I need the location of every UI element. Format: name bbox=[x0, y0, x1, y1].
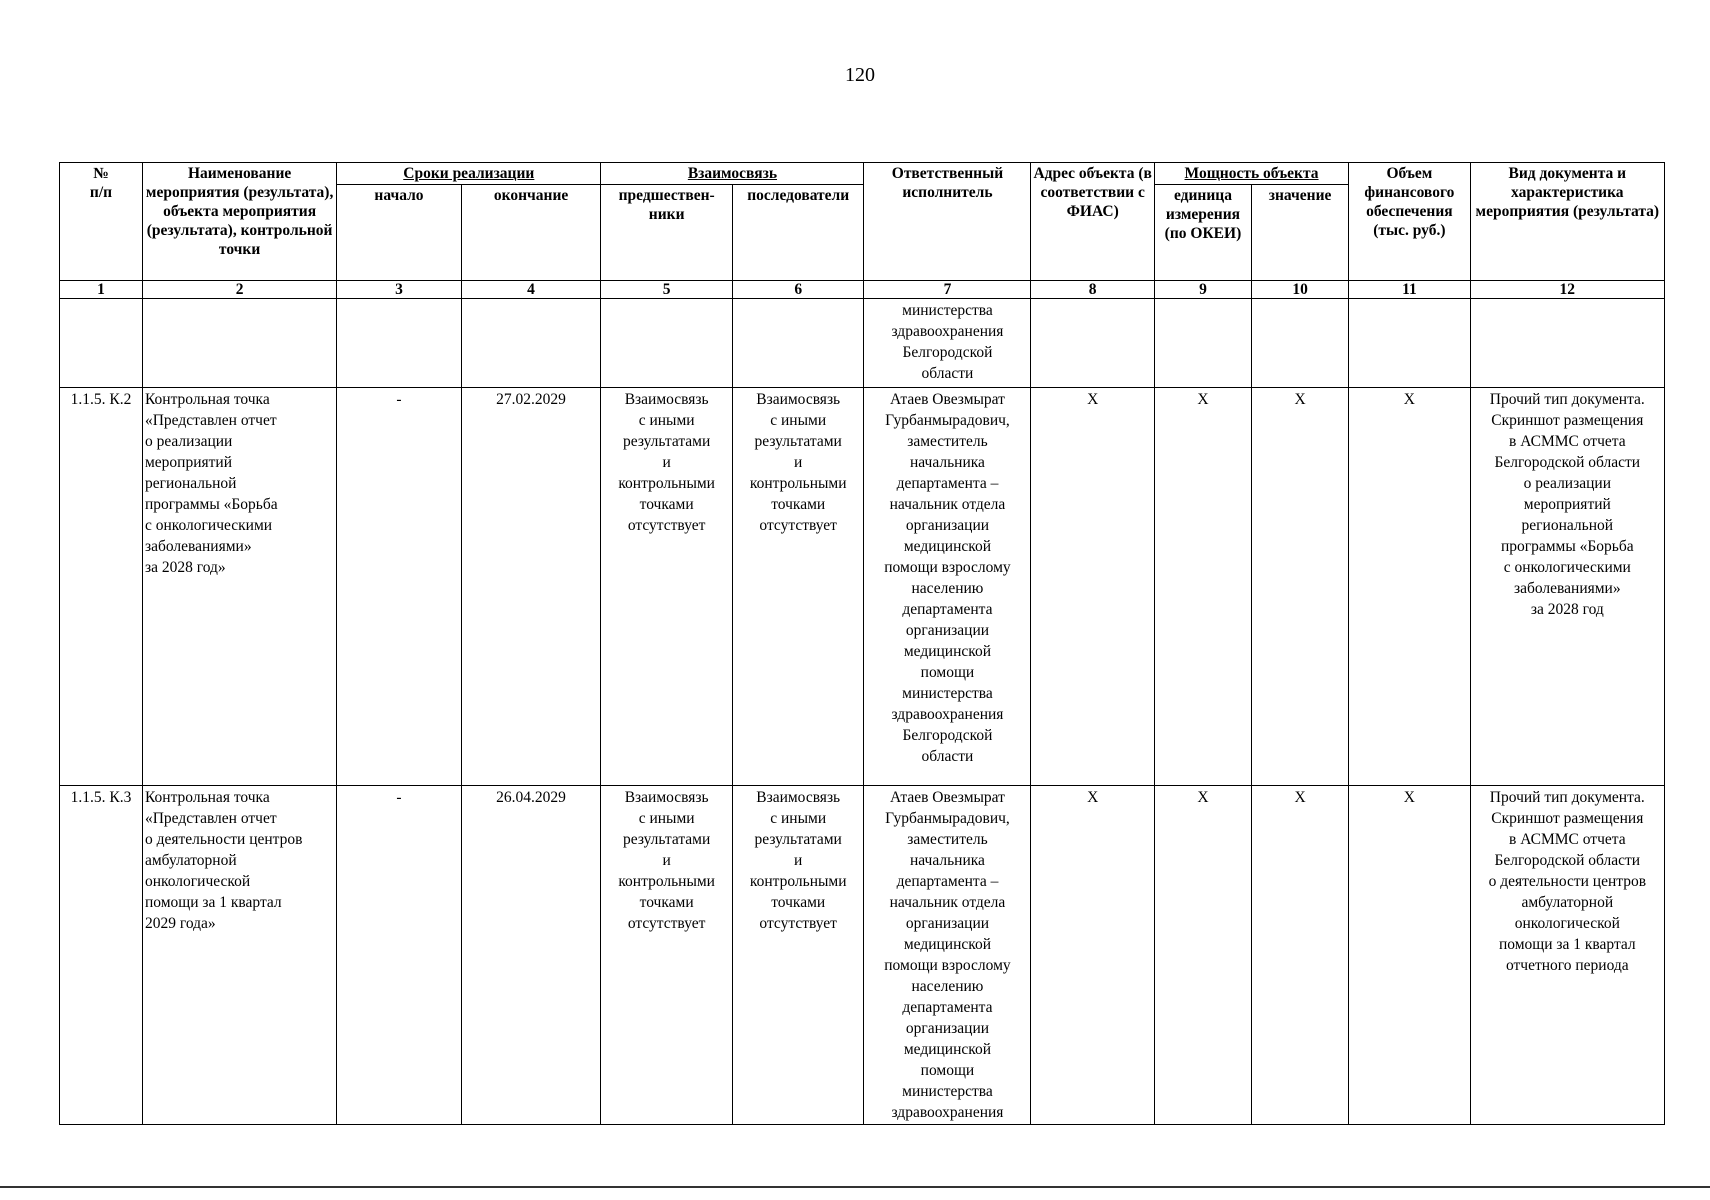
cell-doc: Прочий тип документа. Скриншот размещения в АСММС отчета Белгородской области о реализации мероприятий региональной программы «Борьба с онкологическими заболеваниями» за 2028 год bbox=[1470, 388, 1664, 786]
plan-table bbox=[59, 162, 1665, 1125]
cell-doc: Прочий тип документа. Скриншот размещения в АСММС отчета Белгородской области о деятельности центров амбулаторной онкологической помощи за 1 квартал отчетного периода bbox=[1470, 786, 1664, 1125]
header-num: № п/п bbox=[60, 163, 143, 281]
header-capacity-label: Мощность объекта bbox=[1184, 165, 1319, 182]
column-numbers-row bbox=[60, 281, 1665, 299]
col-number: 3 bbox=[337, 281, 461, 299]
cell-address bbox=[1031, 299, 1154, 388]
cell-address: X bbox=[1031, 786, 1154, 1125]
cell-unit: X bbox=[1154, 388, 1251, 786]
table-row bbox=[60, 388, 1665, 786]
cell-name: Контрольная точка «Представлен отчет о реализации мероприятий региональной программы «Борьба с онкологическими заболеваниями» за 2028 год» bbox=[142, 388, 336, 786]
cell-end: 27.02.2029 bbox=[461, 388, 601, 786]
col-number: 6 bbox=[732, 281, 864, 299]
col-number: 11 bbox=[1349, 281, 1470, 299]
cell-start: - bbox=[337, 786, 461, 1125]
cell-num bbox=[60, 299, 143, 388]
cell-successors: Взаимосвязь с иными результатами и контрольными точками отсутствует bbox=[732, 786, 864, 1125]
cell-num: 1.1.5. К.3 bbox=[60, 786, 143, 1125]
col-number: 4 bbox=[461, 281, 601, 299]
header-address: Адрес объекта (в соответствии с ФИАС) bbox=[1031, 163, 1154, 281]
header-terms bbox=[337, 163, 601, 185]
cell-name: Контрольная точка «Представлен отчет о деятельности центров амбулаторной онкологической помощи за 1 квартал 2029 года» bbox=[142, 786, 336, 1125]
cell-end bbox=[461, 299, 601, 388]
col-number: 10 bbox=[1252, 281, 1349, 299]
header-capacity bbox=[1154, 163, 1348, 185]
cell-unit: X bbox=[1154, 786, 1251, 1125]
cell-start: - bbox=[337, 388, 461, 786]
header-doc: Вид документа и характеристика мероприятия (результата) bbox=[1470, 163, 1664, 281]
header-end: окончание bbox=[461, 185, 601, 281]
header-predecessors: предшествен- ники bbox=[601, 185, 733, 281]
cell-value: X bbox=[1252, 388, 1349, 786]
header-responsible: Ответственный исполнитель bbox=[864, 163, 1031, 281]
cell-successors bbox=[732, 299, 864, 388]
header-terms-label: Сроки реализации bbox=[403, 165, 535, 182]
col-number: 9 bbox=[1154, 281, 1251, 299]
col-number: 12 bbox=[1470, 281, 1664, 299]
header-relation bbox=[601, 163, 864, 185]
cell-start bbox=[337, 299, 461, 388]
cell-value: X bbox=[1252, 786, 1349, 1125]
cell-responsible: Атаев Овезмырат Гурбанмырадович, заместитель начальника департамента – начальник отдела организации медицинской помощи взрослому населению департамента организации медицинской помощи министерства здравоохранения bbox=[864, 786, 1031, 1125]
cell-predecessors: Взаимосвязь с иными результатами и контрольными точками отсутствует bbox=[601, 388, 733, 786]
header-start: начало bbox=[337, 185, 461, 281]
cell-responsible: Атаев Овезмырат Гурбанмырадович, заместитель начальника департамента – начальник отдела организации медицинской помощи взрослому населению департамента организации медицинской помощи министерства здравоохранения Белгородской области bbox=[864, 388, 1031, 786]
cell-finance: X bbox=[1349, 388, 1470, 786]
header-successors: последователи bbox=[732, 185, 864, 281]
col-number: 7 bbox=[864, 281, 1031, 299]
cell-name bbox=[142, 299, 336, 388]
cell-predecessors bbox=[601, 299, 733, 388]
page-bottom-divider bbox=[0, 1186, 1710, 1188]
page-number: 120 bbox=[845, 64, 875, 86]
col-number: 8 bbox=[1031, 281, 1154, 299]
header-relation-label: Взаимосвязь bbox=[687, 165, 778, 182]
table-row bbox=[60, 786, 1665, 1125]
cell-address: X bbox=[1031, 388, 1154, 786]
cell-doc bbox=[1470, 299, 1664, 388]
cell-num: 1.1.5. К.2 bbox=[60, 388, 143, 786]
header-name: Наименование мероприятия (результата), объекта мероприятия (результата), контрольной точки bbox=[142, 163, 336, 281]
cell-unit bbox=[1154, 299, 1251, 388]
col-number: 1 bbox=[60, 281, 143, 299]
cell-finance: X bbox=[1349, 786, 1470, 1125]
cell-responsible: министерства здравоохранения Белгородской области bbox=[864, 299, 1031, 388]
table-header bbox=[60, 163, 1665, 299]
header-value: значение bbox=[1252, 185, 1349, 281]
header-unit: единица измерения (по ОКЕИ) bbox=[1154, 185, 1251, 281]
col-number: 2 bbox=[142, 281, 336, 299]
cell-value bbox=[1252, 299, 1349, 388]
cell-successors: Взаимосвязь с иными результатами и контрольными точками отсутствует bbox=[732, 388, 864, 786]
header-finance: Объем финансового обеспечения (тыс. руб.) bbox=[1349, 163, 1470, 281]
cell-predecessors: Взаимосвязь с иными результатами и контрольными точками отсутствует bbox=[601, 786, 733, 1125]
col-number: 5 bbox=[601, 281, 733, 299]
cell-end: 26.04.2029 bbox=[461, 786, 601, 1125]
table-row bbox=[60, 299, 1665, 388]
cell-finance bbox=[1349, 299, 1470, 388]
